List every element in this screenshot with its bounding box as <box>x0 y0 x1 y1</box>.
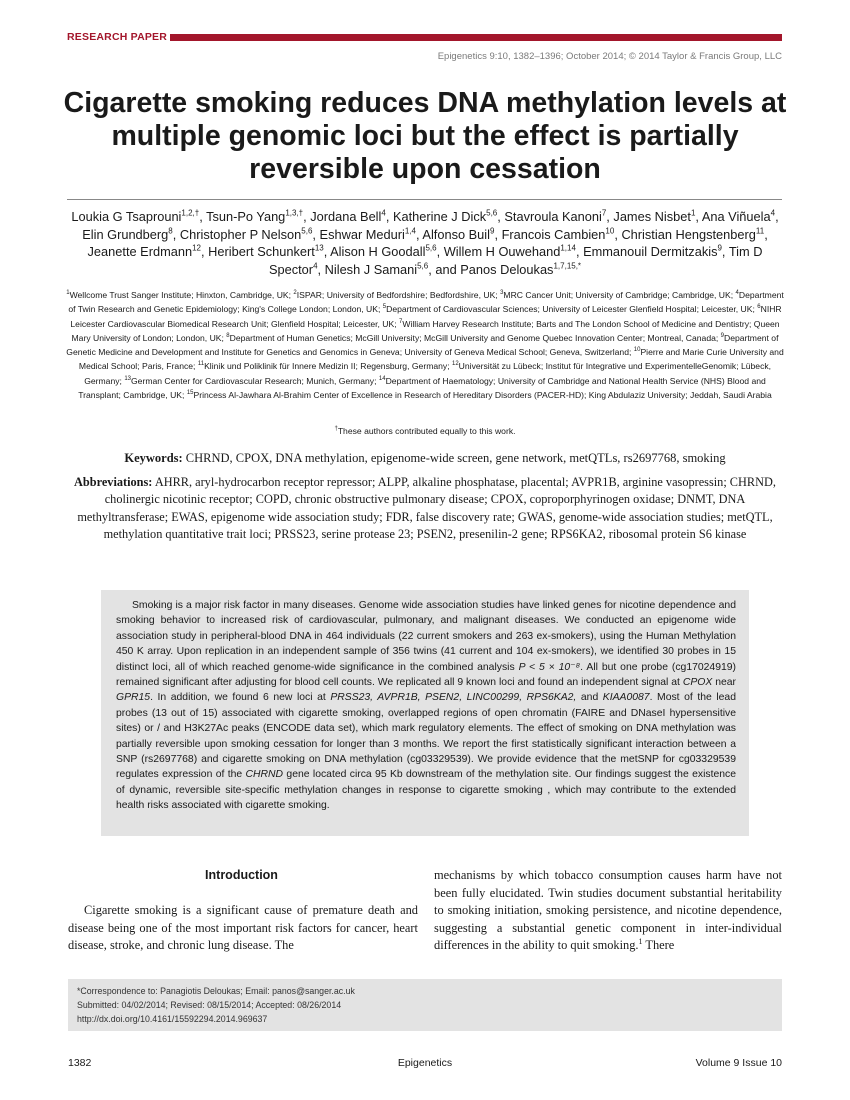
affiliation-text: William Harvey Research Institute; Barts and The London School of Medicine and Dentistry; Queen Mary University of London; London, UK; <box>71 318 780 343</box>
author-name: Alison H Goodall <box>330 244 426 259</box>
affiliation-text: Department of Twin Research and Genetic Epidemiology; King's College London; London, UK; <box>68 290 784 315</box>
affiliation-text: Department of Cardiovascular Sciences; University of Leicester Glenfield Hospital; Leicester, UK; <box>386 304 755 315</box>
author-name: James Nisbet <box>613 209 691 224</box>
author-name: Katherine J Dick <box>392 209 487 224</box>
author-affiliation-ref: 1,4 <box>404 226 416 236</box>
intro-column-right: mechanisms by which tobacco consumption causes harm have not been fully elucidated. Twin studies document substantial heritability to smoking initiation, smoking persistence, and nicotine dependence, suggesting a substantial genetic component in inter-individual differences in the ability to quit smoking.$^1$ There <box>434 868 782 953</box>
keywords-label: Keywords: <box>124 451 183 465</box>
author-name: Tsun-Po Yang <box>206 209 286 224</box>
affiliation-number: 10 <box>633 347 641 354</box>
author-name: Jordana Bell <box>310 209 382 224</box>
author-affiliation-ref: 1 <box>690 208 696 218</box>
author-affiliation-ref: 5,6 <box>425 243 437 253</box>
title-divider <box>67 199 782 200</box>
affiliation-number: 7 <box>399 318 403 325</box>
author-affiliation-ref: 11 <box>755 226 765 236</box>
affiliation-number: 8 <box>226 333 230 340</box>
author-name: Jeanette Erdmann <box>87 244 193 259</box>
author-affiliation-ref: 4 <box>381 208 386 218</box>
affiliation-text: Klinik und Poliklinik für Innere Medizin II; Regensburg, Germany; <box>204 361 450 372</box>
author-affiliation-ref: 1,7,15,* <box>553 261 582 271</box>
citation-ref[interactable]: 1 <box>638 937 643 947</box>
author-name: Elin Grundberg <box>82 226 169 242</box>
author-name: Eshwar Meduri <box>319 226 405 242</box>
affiliation-number: 9 <box>720 333 724 340</box>
author-name: Tim D Spector <box>268 244 763 277</box>
author-name: Nilesh J Samani <box>324 261 418 277</box>
intro-column-left: Cigarette smoking is a significant cause of premature death and disease being one of the most important risk factors for cancer, heart disease, stroke, and chronic lung disease. The <box>68 903 418 953</box>
correspondence-email[interactable]: *Correspondence to: Panagiotis Deloukas; Email: panos@sanger.ac.uk <box>77 986 355 996</box>
author-name: Heribert Schunkert <box>208 244 315 259</box>
affiliation-number: 14 <box>378 375 386 382</box>
author-list: Loukia G Tsaprouni$^{1,2,\dagger}$, Tsun-Po Yang$^{1,3,\dagger}$, Jordana Bell$^4$, Katherine J Dick$^{5,6}$, Stavroula Kanoni$^7$, James Nisbet$^1$, Ana Viñuela$^4$, Elin Grundberg$^8$, Christopher P Nelson$^{5,6}$, Eshwar Meduri$^{1,4}$, Alfonso Buil$^9$, Francois Cambien$^{10}$, Christian Hengstenberg$^{11}$, Jeanette Erdmann$^{12}$, Heribert Schunkert$^{13}$, Alison H Goodall$^{5,6}$, Willem H Ouwehand$^{1,14}$, Emmanouil Dermitzakis$^9$, Tim D Spector$^4$, Nilesh J Samani$^{5,6}$, and Panos Deloukas$^{1,7,15,*}$ <box>71 208 779 277</box>
affiliation-number: 15 <box>186 390 194 397</box>
author-name: Willem H Ouwehand <box>443 244 561 259</box>
correspondence-text <box>77 984 355 1026</box>
submission-dates: Submitted: 04/02/2014; Revised: 08/15/2014; Accepted: 08/26/2014 <box>77 1000 342 1010</box>
abbreviations-text: AHRR, aryl-hydrocarbon receptor repressor; ALPP, alkaline phosphatase, placental; AVPR1B, arginine vasopressin; CHRND, cholinergic nicotinic receptor; COPD, chronic obstructive pulmonary disease; CPOX, coproporphyrinogen oxidase; DNMT, DNA methyltransferase; EWAS, epigenome wide association study; FDR, false discovery rate; GWAS, genome-wide association studies; metQTL, methylation quantitative trait loci; PRSS23, serine protease 23; PSEN2, presenilin-2 gene; RPS6KA2, ribosomal protein S6 kinase <box>77 475 776 541</box>
affiliation-number: 13 <box>124 375 131 382</box>
affiliation-text: ISPAR; University of Bedfordshire; Bedfordshire, UK; <box>296 290 498 300</box>
author-affiliation-ref: 1,3,† <box>285 208 304 218</box>
journal-citation: Epigenetics 9:10, 1382–1396; October 2014; © 2014 Taylor & Francis Group, LLC <box>437 51 782 62</box>
affiliation-text: German Center for Cardiovascular Research; Munich, Germany; <box>131 375 377 386</box>
author-name: Panos Deloukas <box>460 261 554 277</box>
author-affiliation-ref: 5,6 <box>486 208 498 218</box>
footer-journal: Epigenetics <box>397 1057 453 1069</box>
author-affiliation-ref: 9 <box>489 226 495 236</box>
affiliation-number: 2 <box>293 290 297 297</box>
author-affiliation-ref: 4 <box>770 208 776 218</box>
author-affiliation-ref: 13 <box>314 243 324 253</box>
affiliation-number: 6 <box>757 304 761 311</box>
affiliation-text: MRC Cancer Unit; University of Cambridge; Cambridge, UK; <box>503 290 734 300</box>
affiliation-number: 11 <box>197 361 205 368</box>
affiliation-text: Department of Haematology; University of Cambridge and National Health Service (NHS) Blood and Transplant; Cambridge, UK; <box>78 375 766 401</box>
affiliation-text: Wellcome Trust Sanger Institute; Hinxton, Cambridge, UK; <box>69 290 292 300</box>
affiliation-number: 4 <box>735 290 739 297</box>
author-affiliation-ref: 9 <box>717 243 722 253</box>
header-accent-bar <box>170 34 782 41</box>
affiliation-text: Princess Al-Jawhara Al-Brahim Center of Excellence in Research of Hereditary Disorders (PACER-HD); King Abdulaziz University; Jeddah, Saudi Arabia <box>193 390 772 401</box>
author-name: Ana Viñuela <box>701 209 771 224</box>
author-affiliation-ref: 8 <box>168 226 173 236</box>
equal-contribution-note: †These authors contributed equally to this work. <box>334 426 516 436</box>
author-affiliation-ref: 12 <box>192 243 202 253</box>
author-affiliation-ref: 5,6 <box>417 261 429 271</box>
author-name: Christopher P Nelson <box>179 226 302 242</box>
author-affiliation-ref: 4 <box>313 261 318 271</box>
author-name: Loukia G Tsaprouni <box>71 209 182 224</box>
affiliation-number: 5 <box>382 304 387 311</box>
affiliation-number: 12 <box>451 361 459 368</box>
abbreviations <box>66 474 784 543</box>
doi-link[interactable]: http://dx.doi.org/10.4161/15592294.2014.969637 <box>77 1014 268 1024</box>
page-number: 1382 <box>68 1057 92 1069</box>
author-affiliation-ref: 7 <box>601 208 607 218</box>
affiliation-text: Pierre and Marie Curie University and Medical School; Paris, France; <box>78 347 784 372</box>
author-affiliation-ref: 1,14 <box>560 243 576 253</box>
author-affiliation-ref: 1,2,† <box>181 208 200 218</box>
keywords <box>64 451 786 466</box>
introduction-heading: Introduction <box>205 868 278 882</box>
abstract-text: Smoking is a major risk factor in many diseases. Genome wide association studies have linked genes for nicotine dependence and smoking behavior to increased risk of cardiovascular, pulmonary, and malignant diseases. We conducted an epigenome wide association study in peripheral-blood DNA in 464 individuals (22 current smokers and 263 ex-smokers), using the Human Methylation 450 K array. Upon replication in an independent sample of 356 twins (41 current and 104 ex-smokers), we identified 30 probes in 15 distinct loci, all of which reached genome-wide significance in the combined analysis P < 5 × 10⁻⁸. All but one probe (cg17024919) remained significant after adjusting for blood cell counts. We replicated all 9 known loci and found an independent signal at CPOX near GPR15. In addition, we found 6 new loci at PRSS23, AVPR1B, PSEN2, LINC00299, RPS6KA2, and KIAA0087. Most of the lead probes (13 out of 15) associated with cigarette smoking, overlapped regions of open chromatin (FAIRE and DNaseI hypersensitive sites) or / and H3K27Ac peaks (ENCODE data set), which mark regulatory elements. The effect of smoking on DNA methylation was partially reversible upon smoking cessation for longer than 3 months. We report the first statistically significant interaction between a SNP (rs2697768) and cigarette smoking on DNA methylation (cg03329539). We provide evidence that the metSNP for cg03329539 regulates expression of the CHRND gene located circa 95 Kb downstream of the methylation site. Our findings suggest the existence of dynamic, reversible site-specific methylation changes in response to cigarette smoking , which may contribute to the extended health risks associated with cigarette smoking. <box>116 600 737 812</box>
affiliation-text: Universität zu Lübeck; Institut für Integrative und ExperimentelleGenomik; Lübeck, Germany; <box>84 361 772 386</box>
affiliation-text: Department of Human Genetics; McGill University; McGill University and Genome Quebec Innovation Center; Montreal, Canada; <box>229 332 719 343</box>
author-affiliation-ref: 5,6 <box>301 226 313 236</box>
affiliation-list <box>64 288 786 402</box>
affiliation-text: Department of Genetic Medicine and Development and Institute for Genetics and Genomics in Geneva; University of Geneva Medical School; Geneva, Switzerland; <box>66 332 779 358</box>
author-name: Emmanouil Dermitzakis <box>583 244 718 259</box>
affiliation-number: 1 <box>66 290 70 297</box>
keywords-text: CHRND, CPOX, DNA methylation, epigenome-wide screen, gene network, metQTLs, rs2697768, smoking <box>185 451 726 465</box>
footer-volume: Volume 9 Issue 10 <box>695 1057 782 1069</box>
author-name: Alfonso Buil <box>422 226 490 242</box>
author-name: Francois Cambien <box>501 226 606 242</box>
affiliation-text: NIHR Leicester Cardiovascular Biomedical Research Unit; Glenfield Hospital; Leicester, UK; <box>70 304 782 329</box>
section-label: RESEARCH PAPER <box>67 31 168 43</box>
author-affiliation-ref: 10 <box>605 226 615 236</box>
abbreviations-label: Abbreviations: <box>74 475 153 489</box>
author-name: Stavroula Kanoni <box>504 209 602 224</box>
affiliation-number: 3 <box>500 290 504 297</box>
author-name: Christian Hengstenberg <box>621 226 756 242</box>
page-title: Cigarette smoking reduces DNA methylation levels at multiple genomic loci but the effect is partially reversible upon cessation <box>63 87 787 185</box>
